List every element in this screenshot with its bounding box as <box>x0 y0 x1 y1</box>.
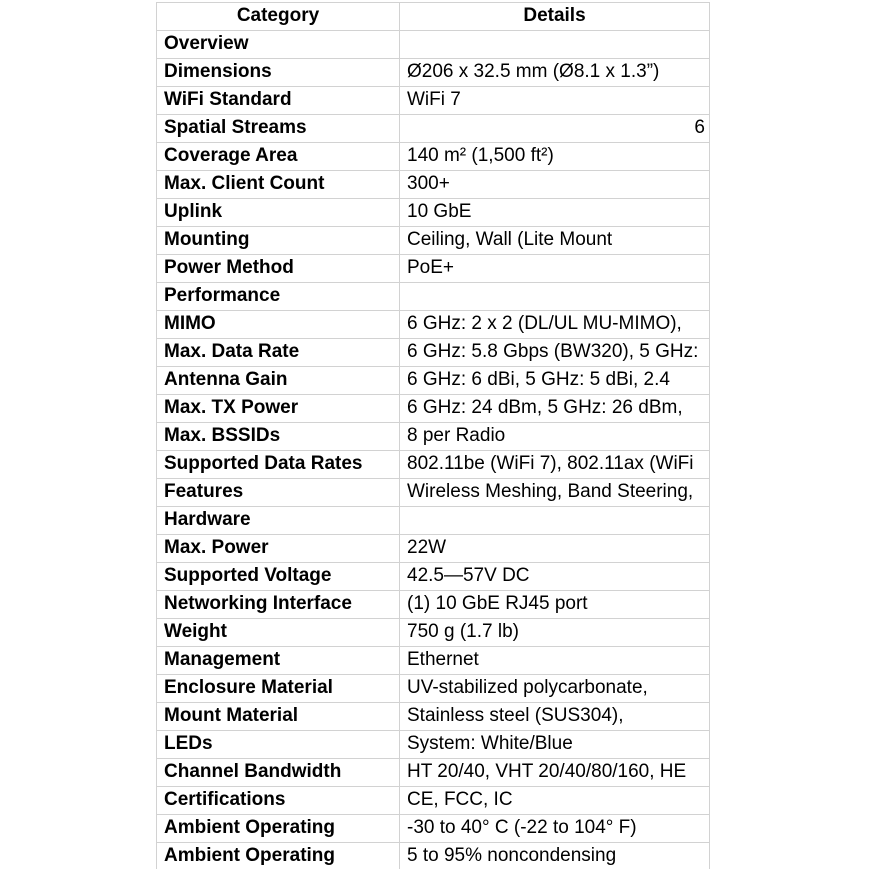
category-cell: Supported Voltage <box>157 562 400 590</box>
category-cell: Ambient Operating <box>157 814 400 842</box>
category-cell: MIMO <box>157 310 400 338</box>
section-row <box>157 30 710 58</box>
table-row <box>157 142 710 170</box>
spec-table <box>156 2 710 869</box>
category-cell: Max. Power <box>157 534 400 562</box>
category-cell: Channel Bandwidth <box>157 758 400 786</box>
category-cell: LEDs <box>157 730 400 758</box>
table-row <box>157 814 710 842</box>
details-cell <box>400 30 710 58</box>
details-cell: 6 GHz: 2 x 2 (DL/UL MU-MIMO), <box>400 310 710 338</box>
category-cell: Features <box>157 478 400 506</box>
details-cell: -30 to 40° C (-22 to 104° F) <box>400 814 710 842</box>
details-cell: 10 GbE <box>400 198 710 226</box>
category-cell: Max. TX Power <box>157 394 400 422</box>
category-cell: Mount Material <box>157 702 400 730</box>
details-cell: Stainless steel (SUS304), <box>400 702 710 730</box>
category-cell: Max. Data Rate <box>157 338 400 366</box>
table-row <box>157 170 710 198</box>
table-row <box>157 394 710 422</box>
table-row <box>157 422 710 450</box>
category-cell: Hardware <box>157 506 400 534</box>
details-cell: Ø206 x 32.5 mm (Ø8.1 x 1.3”) <box>400 58 710 86</box>
details-cell: System: White/Blue <box>400 730 710 758</box>
category-cell: Management <box>157 646 400 674</box>
section-row <box>157 506 710 534</box>
category-cell: Power Method <box>157 254 400 282</box>
details-cell: Wireless Meshing, Band Steering, <box>400 478 710 506</box>
category-cell: Max. BSSIDs <box>157 422 400 450</box>
table-row <box>157 254 710 282</box>
details-cell: PoE+ <box>400 254 710 282</box>
table-row <box>157 310 710 338</box>
category-cell: Weight <box>157 618 400 646</box>
details-cell: 6 GHz: 24 dBm, 5 GHz: 26 dBm, <box>400 394 710 422</box>
table-row <box>157 786 710 814</box>
details-cell: 6 GHz: 5.8 Gbps (BW320), 5 GHz: <box>400 338 710 366</box>
spec-table-header <box>157 3 710 31</box>
table-row <box>157 730 710 758</box>
details-cell: 6 <box>400 114 710 142</box>
category-cell: Max. Client Count <box>157 170 400 198</box>
details-cell <box>400 506 710 534</box>
category-cell: Spatial Streams <box>157 114 400 142</box>
table-row <box>157 226 710 254</box>
category-cell: Antenna Gain <box>157 366 400 394</box>
category-cell: Uplink <box>157 198 400 226</box>
category-cell: Enclosure Material <box>157 674 400 702</box>
details-cell: Ceiling, Wall (Lite Mount <box>400 226 710 254</box>
table-row <box>157 198 710 226</box>
table-row <box>157 758 710 786</box>
table-row <box>157 58 710 86</box>
table-row <box>157 702 710 730</box>
spec-table-body <box>157 30 710 869</box>
details-cell: UV-stabilized polycarbonate, <box>400 674 710 702</box>
details-cell: 8 per Radio <box>400 422 710 450</box>
details-cell: 5 to 95% noncondensing <box>400 842 710 869</box>
details-cell: 42.5—57V DC <box>400 562 710 590</box>
category-cell: Overview <box>157 30 400 58</box>
category-cell: Mounting <box>157 226 400 254</box>
table-row <box>157 674 710 702</box>
details-cell: 300+ <box>400 170 710 198</box>
details-cell: Ethernet <box>400 646 710 674</box>
details-cell: 140 m² (1,500 ft²) <box>400 142 710 170</box>
details-cell: 802.11be (WiFi 7), 802.11ax (WiFi <box>400 450 710 478</box>
category-cell: Performance <box>157 282 400 310</box>
table-row <box>157 618 710 646</box>
table-row <box>157 478 710 506</box>
category-cell: WiFi Standard <box>157 86 400 114</box>
details-cell: 22W <box>400 534 710 562</box>
table-row <box>157 86 710 114</box>
table-row <box>157 562 710 590</box>
table-row <box>157 114 710 142</box>
details-cell: CE, FCC, IC <box>400 786 710 814</box>
category-cell: Certifications <box>157 786 400 814</box>
section-row <box>157 282 710 310</box>
table-row <box>157 450 710 478</box>
details-cell: 6 GHz: 6 dBi, 5 GHz: 5 dBi, 2.4 <box>400 366 710 394</box>
details-cell: 750 g (1.7 lb) <box>400 618 710 646</box>
details-cell: HT 20/40, VHT 20/40/80/160, HE <box>400 758 710 786</box>
category-cell: Coverage Area <box>157 142 400 170</box>
details-column-header: Details <box>400 3 710 31</box>
table-row <box>157 590 710 618</box>
header-row <box>157 3 710 31</box>
table-row <box>157 366 710 394</box>
table-row <box>157 646 710 674</box>
category-cell: Ambient Operating <box>157 842 400 869</box>
category-cell: Networking Interface <box>157 590 400 618</box>
category-column-header: Category <box>157 3 400 31</box>
category-cell: Supported Data Rates <box>157 450 400 478</box>
details-cell <box>400 282 710 310</box>
table-row <box>157 842 710 869</box>
table-row <box>157 534 710 562</box>
details-cell: (1) 10 GbE RJ45 port <box>400 590 710 618</box>
details-cell: WiFi 7 <box>400 86 710 114</box>
category-cell: Dimensions <box>157 58 400 86</box>
table-row <box>157 338 710 366</box>
